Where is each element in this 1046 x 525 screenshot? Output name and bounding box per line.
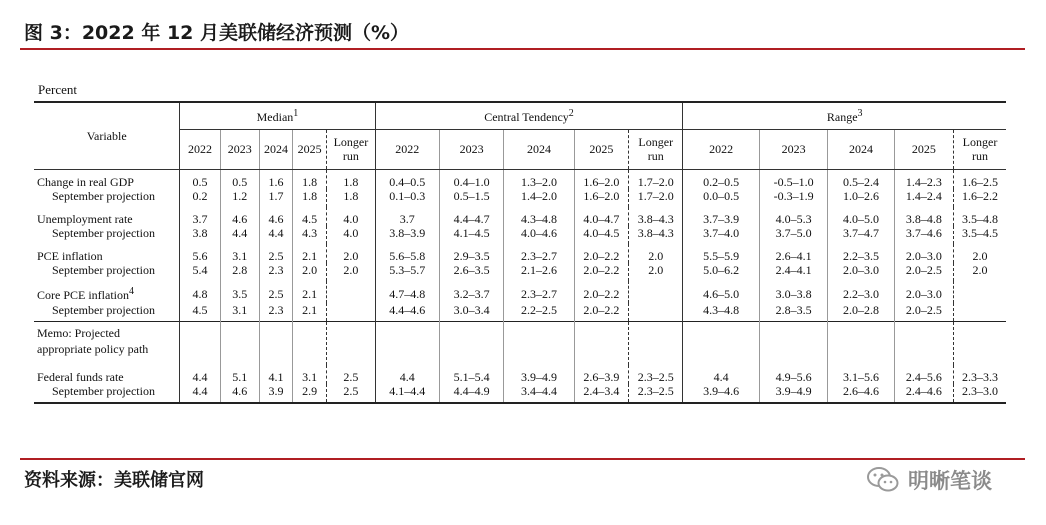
range-value-cell: 2.2–3.0: [828, 281, 894, 302]
central-value-cell: 2.0: [629, 244, 683, 263]
median-value-cell: 2.5: [259, 281, 292, 302]
median-value-cell: 4.3: [293, 226, 327, 244]
central-value-cell: 0.4–1.0: [439, 169, 503, 189]
median-value-cell: 2.1: [293, 244, 327, 263]
memo-empty-cell: [759, 321, 827, 365]
range-value-cell: 2.0: [954, 263, 1006, 281]
median-value-cell: 4.8: [180, 281, 220, 302]
median-value-cell: 1.2: [220, 189, 259, 207]
memo-line: Memo: Projected: [37, 325, 120, 340]
row-label: [34, 226, 180, 244]
range-value-cell: 2.2–3.5: [828, 244, 894, 263]
median-value-cell: 5.1: [220, 365, 259, 384]
median-value-cell: 1.8: [327, 169, 375, 189]
central-value-cell: 4.7–4.8: [375, 281, 439, 302]
central-value-cell: 2.0–2.2: [574, 263, 628, 281]
projection-table: [34, 101, 1006, 404]
central-value-cell: 0.5–1.5: [439, 189, 503, 207]
range-col-header: 2025: [894, 129, 953, 169]
range-value-cell: 2.4–4.6: [894, 384, 953, 403]
central-value-cell: 3.9–4.9: [504, 365, 574, 384]
memo-empty-cell: [574, 321, 628, 365]
central-value-cell: 5.3–5.7: [375, 263, 439, 281]
wechat-icon: [866, 466, 900, 494]
median-value-cell: 4.1: [259, 365, 292, 384]
row-label: [34, 244, 180, 263]
median-value-cell: 4.6: [220, 207, 259, 226]
row-label-text: Core PCE inflation: [37, 288, 129, 303]
range-value-cell: 2.8–3.5: [759, 303, 827, 322]
median-value-cell: 0.5: [180, 169, 220, 189]
row-label-text: PCE inflation: [37, 249, 103, 264]
range-value-cell: 3.7–3.9: [683, 207, 759, 226]
range-col-header: 2023: [759, 129, 827, 169]
table-row: [34, 169, 1006, 189]
median-col-header: 2023: [220, 129, 259, 169]
median-value-cell: 2.5: [327, 384, 375, 403]
col-header-line: Longer run: [638, 134, 674, 163]
range-value-cell: 2.0–2.8: [828, 303, 894, 322]
range-value-cell: 4.3–4.8: [683, 303, 759, 322]
memo-empty-cell: [954, 321, 1006, 365]
median-group-header: Median$^1$: [180, 102, 375, 129]
median-value-cell: 2.5: [259, 244, 292, 263]
table-row: [34, 207, 1006, 226]
table-row: [34, 303, 1006, 322]
range-value-cell: 2.6–4.6: [828, 384, 894, 403]
footnote-marker: 4: [129, 286, 134, 298]
range-value-cell: -0.5–1.0: [759, 169, 827, 189]
range-value-cell: 2.4–5.6: [894, 365, 953, 384]
median-value-cell: 4.4: [220, 226, 259, 244]
table-row: [34, 281, 1006, 302]
source-rule: [20, 458, 1025, 460]
title-rule: [20, 48, 1025, 50]
central-value-cell: 3.8–3.9: [375, 226, 439, 244]
central-value-cell: 0.4–0.5: [375, 169, 439, 189]
range-value-cell: 3.0–3.8: [759, 281, 827, 302]
median-value-cell: 2.9: [293, 384, 327, 403]
range-value-cell: 3.7–4.6: [894, 226, 953, 244]
memo-empty-cell: [683, 321, 759, 365]
range-value-cell: 0.2–0.5: [683, 169, 759, 189]
table-body: [34, 169, 1006, 403]
central-value-cell: 3.8–4.3: [629, 207, 683, 226]
range-value-cell: 4.0–5.3: [759, 207, 827, 226]
central-value-cell: 5.6–5.8: [375, 244, 439, 263]
central-value-cell: 2.6–3.5: [439, 263, 503, 281]
range-value-cell: 3.7–4.7: [828, 226, 894, 244]
range-value-cell: 0.0–0.5: [683, 189, 759, 207]
memo-empty-cell: [629, 321, 683, 365]
row-label: [34, 263, 180, 281]
median-col-header: 2025: [293, 129, 327, 169]
memo-empty-cell: [504, 321, 574, 365]
median-value-cell: 5.4: [180, 263, 220, 281]
range-value-cell: 3.8–4.8: [894, 207, 953, 226]
range-value-cell: 1.0–2.6: [828, 189, 894, 207]
memo-empty-cell: [259, 321, 292, 365]
central-value-cell: 4.3–4.8: [504, 207, 574, 226]
col-header-line: Longer run: [333, 134, 369, 163]
median-value-cell: 3.1: [293, 365, 327, 384]
table-row: [34, 263, 1006, 281]
central-value-cell: 4.4–4.6: [375, 303, 439, 322]
table-row: [34, 384, 1006, 403]
median-col-header: 2022: [180, 129, 220, 169]
median-value-cell: 4.5: [180, 303, 220, 322]
median-value-cell: [327, 303, 375, 322]
row-label-text: September projection: [52, 384, 155, 399]
central-col-header: [629, 129, 683, 169]
central-value-cell: 3.0–3.4: [439, 303, 503, 322]
row-label-text: September projection: [52, 263, 155, 278]
row-label-text: Change in real GDP: [37, 174, 134, 189]
memo-empty-cell: [828, 321, 894, 365]
central-value-cell: 4.4–4.7: [439, 207, 503, 226]
median-value-cell: 1.8: [327, 189, 375, 207]
memo-line: appropriate policy path: [37, 341, 149, 356]
range-value-cell: 4.9–5.6: [759, 365, 827, 384]
memo-empty-cell: [180, 321, 220, 365]
memo-empty-cell: [293, 321, 327, 365]
central-value-cell: 3.2–3.7: [439, 281, 503, 302]
central-value-cell: 4.0–4.5: [574, 226, 628, 244]
median-value-cell: [327, 281, 375, 302]
median-value-cell: 3.1: [220, 303, 259, 322]
row-label-text: September projection: [52, 225, 155, 240]
row-label-text: September projection: [52, 188, 155, 203]
central-value-cell: 4.0–4.7: [574, 207, 628, 226]
central-value-cell: [629, 303, 683, 322]
memo-empty-cell: [375, 321, 439, 365]
central-value-cell: 0.1–0.3: [375, 189, 439, 207]
range-value-cell: 3.7–5.0: [759, 226, 827, 244]
memo-empty-cell: [220, 321, 259, 365]
median-value-cell: 0.2: [180, 189, 220, 207]
memo-row: [34, 321, 1006, 365]
range-value-cell: 1.4–2.4: [894, 189, 953, 207]
median-value-cell: 1.8: [293, 189, 327, 207]
range-value-cell: 2.3–3.0: [954, 384, 1006, 403]
median-value-cell: 1.7: [259, 189, 292, 207]
central-value-cell: 1.4–2.0: [504, 189, 574, 207]
watermark-text: 明晰笔谈: [908, 469, 992, 493]
median-value-cell: 4.6: [259, 207, 292, 226]
central-value-cell: 4.4: [375, 365, 439, 384]
range-value-cell: 2.0–3.0: [828, 263, 894, 281]
central-value-cell: 2.3–2.5: [629, 384, 683, 403]
median-value-cell: 2.3: [259, 303, 292, 322]
range-value-cell: 2.3–3.3: [954, 365, 1006, 384]
range-value-cell: 4.6–5.0: [683, 281, 759, 302]
central-value-cell: 4.1–4.4: [375, 384, 439, 403]
median-value-cell: 3.1: [220, 244, 259, 263]
central-col-header: 2024: [504, 129, 574, 169]
range-value-cell: 2.6–4.1: [759, 244, 827, 263]
table-row: [34, 365, 1006, 384]
range-col-header: [954, 129, 1006, 169]
range-value-cell: 2.0–3.0: [894, 244, 953, 263]
central-value-cell: 2.0–2.2: [574, 281, 628, 302]
central-value-cell: 2.4–3.4: [574, 384, 628, 403]
median-value-cell: 2.3: [259, 263, 292, 281]
median-value-cell: 2.1: [293, 303, 327, 322]
median-value-cell: 2.0: [327, 263, 375, 281]
median-value-cell: 4.4: [180, 384, 220, 403]
central-value-cell: 1.6–2.0: [574, 169, 628, 189]
unit-label: Percent: [38, 82, 77, 97]
median-value-cell: 0.5: [220, 169, 259, 189]
central-value-cell: 2.3–2.7: [504, 281, 574, 302]
watermark: [866, 462, 992, 498]
range-value-cell: -0.3–1.9: [759, 189, 827, 207]
range-value-cell: 3.5–4.8: [954, 207, 1006, 226]
range-col-header: 2024: [828, 129, 894, 169]
central-value-cell: 2.0: [629, 263, 683, 281]
central-value-cell: 4.0–4.6: [504, 226, 574, 244]
range-value-cell: 4.4: [683, 365, 759, 384]
variable-header: Variable: [34, 102, 180, 169]
central-value-cell: 2.1–2.6: [504, 263, 574, 281]
range-value-cell: 1.6–2.2: [954, 189, 1006, 207]
range-value-cell: 2.0–3.0: [894, 281, 953, 302]
range-value-cell: [954, 281, 1006, 302]
row-label-text: Federal funds rate: [37, 370, 124, 385]
median-col-header: [327, 129, 375, 169]
memo-label: [34, 321, 180, 365]
range-value-cell: 1.4–2.3: [894, 169, 953, 189]
memo-empty-cell: [327, 321, 375, 365]
range-value-cell: 3.9–4.6: [683, 384, 759, 403]
median-value-cell: 5.6: [180, 244, 220, 263]
range-value-cell: 2.4–4.1: [759, 263, 827, 281]
central-value-cell: 2.3–2.5: [629, 365, 683, 384]
row-label: [34, 189, 180, 207]
range-value-cell: 1.6–2.5: [954, 169, 1006, 189]
table-row: [34, 189, 1006, 207]
central-tendency-group-header: Central Tendency$^2$: [375, 102, 683, 129]
row-label-text: September projection: [52, 302, 155, 317]
range-value-cell: 0.5–2.4: [828, 169, 894, 189]
range-value-cell: 3.1–5.6: [828, 365, 894, 384]
median-value-cell: 4.4: [180, 365, 220, 384]
memo-empty-cell: [894, 321, 953, 365]
median-value-cell: 3.8: [180, 226, 220, 244]
central-value-cell: 2.0–2.2: [574, 244, 628, 263]
range-value-cell: 3.7–4.0: [683, 226, 759, 244]
range-value-cell: 5.5–5.9: [683, 244, 759, 263]
median-value-cell: 3.5: [220, 281, 259, 302]
median-value-cell: 2.5: [327, 365, 375, 384]
col-header-line: Longer run: [962, 134, 998, 163]
row-label: [34, 384, 180, 403]
row-label: [34, 281, 180, 302]
central-col-header: 2025: [574, 129, 628, 169]
central-value-cell: 1.7–2.0: [629, 169, 683, 189]
range-value-cell: 3.9–4.9: [759, 384, 827, 403]
central-value-cell: 3.7: [375, 207, 439, 226]
central-value-cell: 2.3–2.7: [504, 244, 574, 263]
year-header-row: [34, 129, 1006, 169]
range-col-header: 2022: [683, 129, 759, 169]
central-col-header: 2022: [375, 129, 439, 169]
row-label: [34, 169, 180, 189]
median-value-cell: 2.0: [293, 263, 327, 281]
central-value-cell: 1.6–2.0: [574, 189, 628, 207]
central-value-cell: 2.6–3.9: [574, 365, 628, 384]
central-value-cell: 3.4–4.4: [504, 384, 574, 403]
median-col-header: 2024: [259, 129, 292, 169]
median-value-cell: 1.6: [259, 169, 292, 189]
median-value-cell: 4.6: [220, 384, 259, 403]
median-value-cell: 3.7: [180, 207, 220, 226]
memo-empty-cell: [439, 321, 503, 365]
range-value-cell: [954, 303, 1006, 322]
range-value-cell: 2.0–2.5: [894, 303, 953, 322]
central-value-cell: 2.2–2.5: [504, 303, 574, 322]
median-value-cell: 3.9: [259, 384, 292, 403]
central-value-cell: 5.1–5.4: [439, 365, 503, 384]
range-value-cell: 2.0: [954, 244, 1006, 263]
row-label: [34, 365, 180, 384]
central-value-cell: [629, 281, 683, 302]
central-col-header: 2023: [439, 129, 503, 169]
range-value-cell: 3.5–4.5: [954, 226, 1006, 244]
central-value-cell: 1.3–2.0: [504, 169, 574, 189]
row-label: [34, 207, 180, 226]
central-value-cell: 4.4–4.9: [439, 384, 503, 403]
central-value-cell: 1.7–2.0: [629, 189, 683, 207]
median-value-cell: 2.8: [220, 263, 259, 281]
row-label: [34, 303, 180, 322]
figure-title: 图 3：2022 年 12 月美联储经济预测（%）: [24, 22, 410, 44]
median-value-cell: 4.4: [259, 226, 292, 244]
range-group-header: Range$^3$: [683, 102, 1006, 129]
table-row: [34, 226, 1006, 244]
central-value-cell: 4.1–4.5: [439, 226, 503, 244]
table-row: [34, 244, 1006, 263]
range-value-cell: 2.0–2.5: [894, 263, 953, 281]
median-value-cell: 2.0: [327, 244, 375, 263]
median-value-cell: 4.5: [293, 207, 327, 226]
median-value-cell: 2.1: [293, 281, 327, 302]
central-value-cell: 2.0–2.2: [574, 303, 628, 322]
source-note: 资料来源：美联储官网: [24, 470, 204, 491]
range-value-cell: 5.0–6.2: [683, 263, 759, 281]
range-value-cell: 4.0–5.0: [828, 207, 894, 226]
median-value-cell: 4.0: [327, 207, 375, 226]
median-value-cell: 1.8: [293, 169, 327, 189]
central-value-cell: 2.9–3.5: [439, 244, 503, 263]
row-label-text: Unemployment rate: [37, 211, 133, 226]
central-value-cell: 3.8–4.3: [629, 226, 683, 244]
median-value-cell: 4.0: [327, 226, 375, 244]
